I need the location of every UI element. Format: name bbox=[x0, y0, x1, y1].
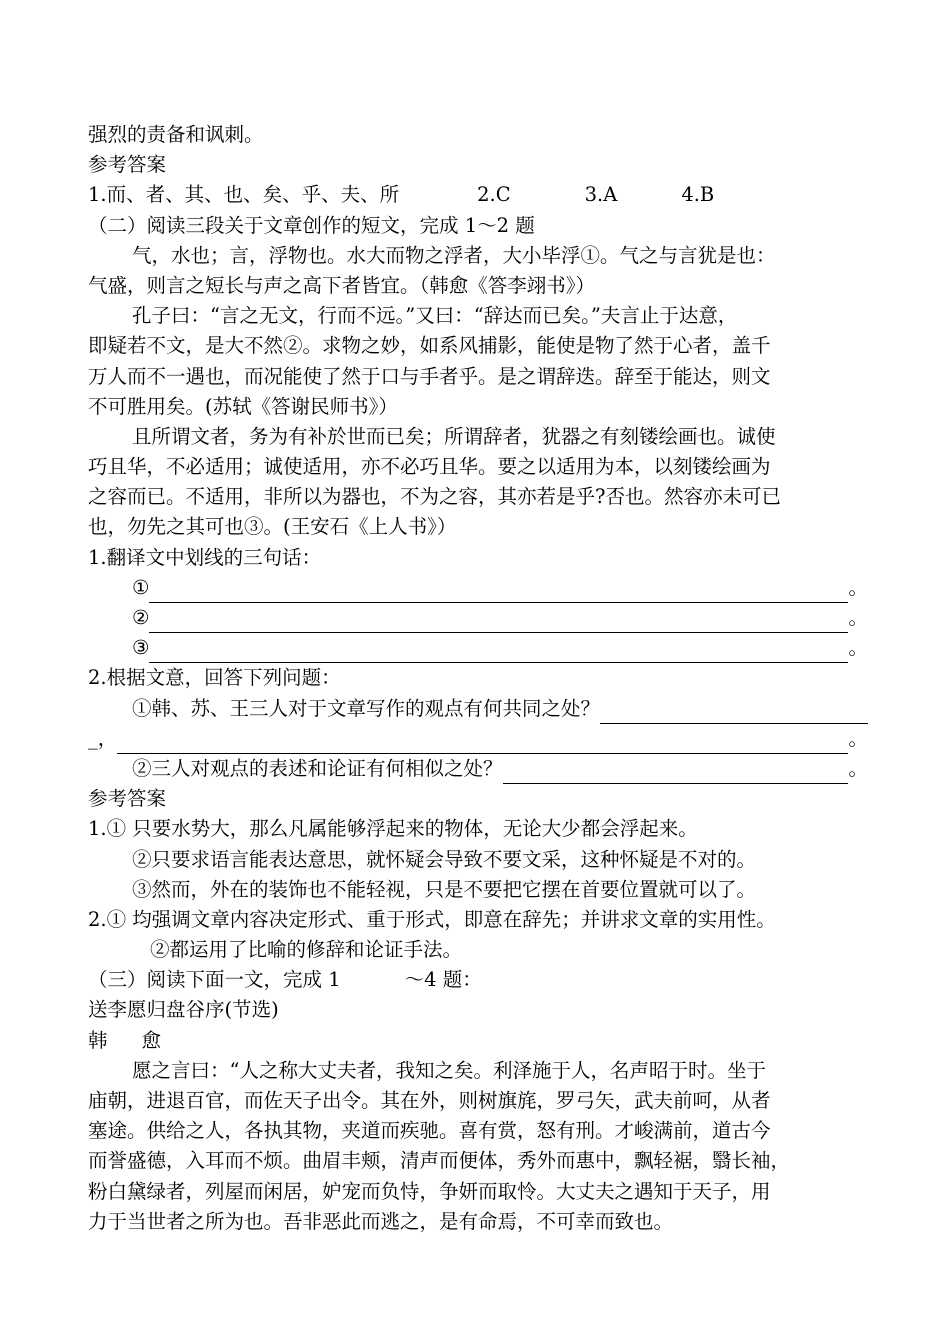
answer-1: 1.而、者、其、也、矣、乎、夫、所 bbox=[88, 183, 400, 207]
answer-line: ③然而，外在的装饰也不能轻视，只是不要把它摆在首要位置就可以了。 bbox=[132, 877, 757, 901]
passage2-line: 即疑若不文，是大不然②。求物之妙，如系风捕影，能使是物了然于心者，盖千 bbox=[88, 334, 771, 358]
answer-blank[interactable] bbox=[600, 701, 868, 724]
answer-heading-2: 参考答案 bbox=[88, 787, 167, 811]
answer-4: 4.B bbox=[681, 183, 715, 207]
intro-tail: 强烈的责备和讽刺。 bbox=[88, 123, 264, 146]
answer-heading-1: 参考答案 bbox=[88, 153, 167, 177]
question2-item1-cont bbox=[88, 724, 868, 754]
translation-blank-3 bbox=[88, 633, 868, 663]
question2-item1 bbox=[88, 694, 868, 724]
answer-blank[interactable] bbox=[117, 731, 848, 754]
answer-blank[interactable] bbox=[149, 640, 848, 663]
section3-heading bbox=[88, 965, 868, 995]
essay-line: 而誉盛德，入耳而不烦。曲眉丰颊，清声而便体，秀外而惠中，飘轻裾，翳长袖， bbox=[88, 1149, 791, 1173]
passage2-line: 不可胜用矣。(苏轼《答谢民师书》） bbox=[88, 394, 398, 418]
blank-marker: ① bbox=[132, 575, 150, 599]
answer-line: 1.① 只要水势大，那么凡属能够浮起来的物体，无论大少都会浮起来。 bbox=[88, 817, 698, 841]
question2-item2-text: ②三人对观点的表述和论证有何相似之处？ bbox=[132, 756, 503, 780]
answer-line: 2.① 均强调文章内容决定形式、重于形式，即意在辞先；并讲求文章的实用性。 bbox=[88, 907, 776, 931]
translation-blank-2 bbox=[88, 603, 868, 633]
passage2-line: 孔子曰：“言之无文，行而不远。”又曰：“辞达而已矣。”夫言止于达意， bbox=[132, 304, 738, 328]
blank-end: 。 bbox=[848, 636, 868, 660]
blank-marker: ③ bbox=[132, 636, 150, 660]
answer-3: 3.A bbox=[584, 183, 618, 207]
passage3-line: 巧且华，不必适用；诚使适用，亦不必巧且华。要之以适用为本，以刻镂绘画为 bbox=[88, 455, 771, 479]
essay-author bbox=[88, 1026, 868, 1056]
translation-blank-1 bbox=[88, 573, 868, 603]
essay-line: 力于当世者之所为也。吾非恶此而逃之，是有命焉，不可幸而致也。 bbox=[88, 1209, 674, 1233]
essay-line: 塞途。供给之人，各执其物，夹道而疾驰。喜有赏，怒有刑。才峻满前，道古今 bbox=[88, 1119, 771, 1143]
passage3-line: 也，勿先之其可也③。(王安石《上人书》） bbox=[88, 515, 457, 539]
answer-line: ②只要求语言能表达意思，就怀疑会导致不要文采，这种怀疑是不对的。 bbox=[132, 847, 757, 871]
passage1-line: 气盛，则言之短长与声之高下者皆宜。（韩愈《答李翊书》） bbox=[88, 273, 596, 297]
essay-line: 愿之言曰：“人之称大丈夫者，我知之矣。利泽施于人，名声昭于时。坐于 bbox=[132, 1058, 766, 1082]
author-char-1: 韩 bbox=[88, 1028, 108, 1052]
section2-heading: （二）阅读三段关于文章创作的短文，完成 1～2 题 bbox=[88, 213, 535, 237]
answer-blank[interactable] bbox=[149, 610, 848, 633]
author-char-2: 愈 bbox=[141, 1028, 162, 1052]
answer-blank[interactable] bbox=[503, 761, 849, 784]
question2-item1-text: ①韩、苏、王三人对于文章写作的观点有何共同之处？ bbox=[132, 696, 601, 720]
answer-2: 2.C bbox=[477, 183, 511, 207]
answer-blank[interactable] bbox=[149, 580, 848, 603]
passage1-line: 气，水也；言，浮物也。水大而物之浮者，大小毕浮①。气之与言犹是也： bbox=[132, 243, 776, 267]
answer-line: ②都运用了比喻的修辞和论证手法。 bbox=[150, 938, 463, 962]
section3-heading-a: （三）阅读下面一文，完成 1 bbox=[88, 968, 341, 992]
blank-end: 。 bbox=[848, 726, 868, 750]
passage3-line: 且所谓文者，务为有补於世而已矣；所谓辞者，犹器之有刻镂绘画也。诚使 bbox=[132, 424, 776, 448]
passage3-line: 之容而已。不适用，非所以为器也，不为之容，其亦若是乎?否也。然容亦未可已 bbox=[88, 485, 781, 509]
blank-end: 。 bbox=[848, 575, 868, 599]
answer-line-1 bbox=[88, 180, 868, 210]
essay-line: 庙朝，进退百官，而佐天子出令。其在外，则树旗旄，罗弓矢，武夫前呵，从者 bbox=[88, 1089, 771, 1112]
document-page bbox=[88, 120, 868, 1237]
essay-line: 粉白黛绿者，列屋而闲居，妒宠而负恃，争妍而取怜。大丈夫之遇知于天子，用 bbox=[88, 1179, 771, 1203]
question2-item2 bbox=[88, 754, 868, 784]
essay-title: 送李愿归盘谷序(节选) bbox=[88, 998, 279, 1022]
section3-heading-b: ～4 题： bbox=[404, 968, 482, 992]
blank-end: 。 bbox=[848, 756, 868, 780]
blank-end: 。 bbox=[848, 605, 868, 629]
blank-marker: ② bbox=[132, 605, 150, 629]
question1-label: 1.翻译文中划线的三句话： bbox=[88, 545, 322, 569]
blank-prefix: _， bbox=[88, 726, 118, 750]
passage2-line: 万人而不一遇也，而况能使了然于口与手者乎。是之谓辞迭。辞至于能达，则文 bbox=[88, 364, 771, 388]
question2-label: 2.根据文意，回答下列问题： bbox=[88, 666, 341, 690]
